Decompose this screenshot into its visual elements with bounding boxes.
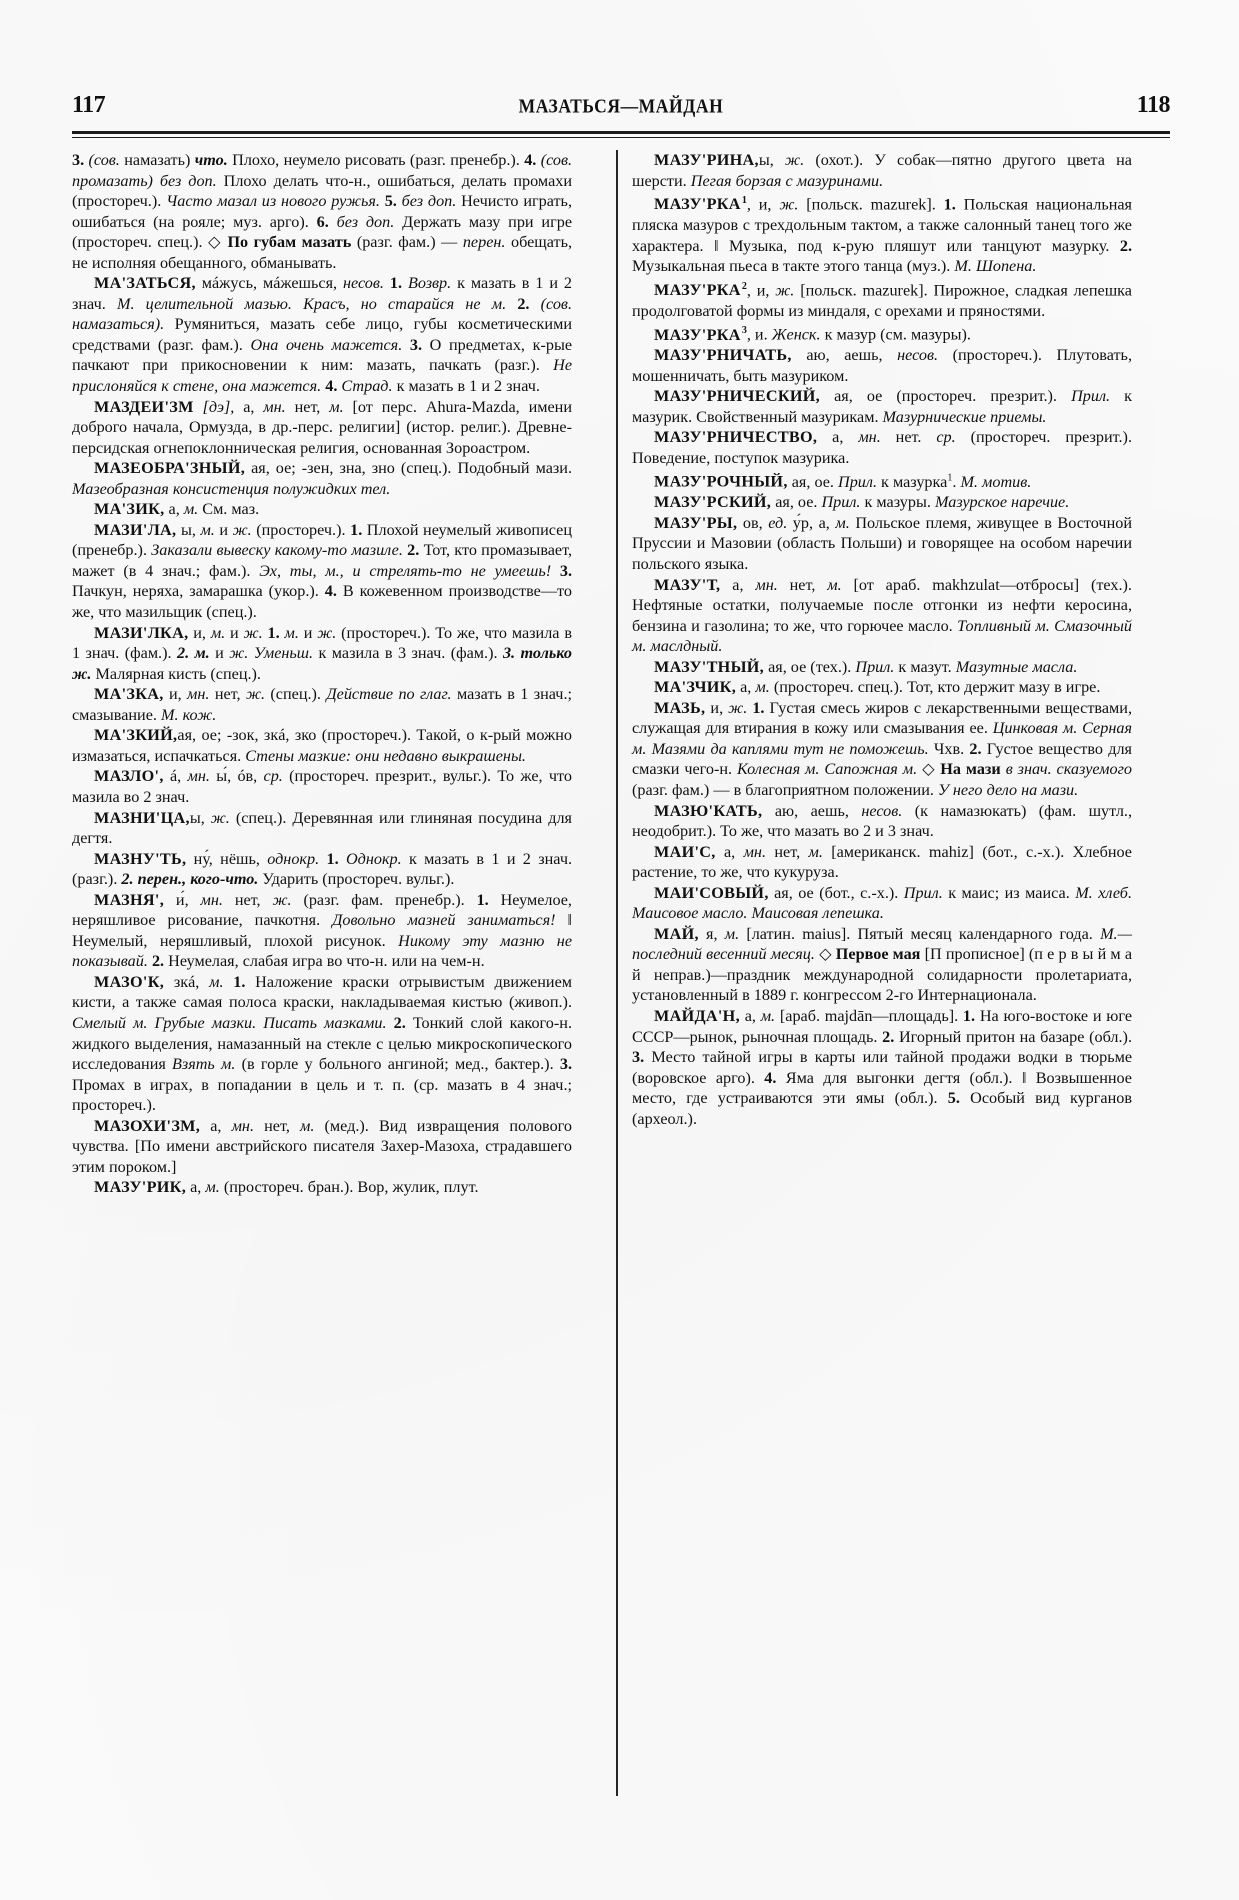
dictionary-entry [72, 849, 572, 890]
entry-headword: МАИ'С, [654, 842, 716, 861]
entry-headword: МАЗУ'РИК, [94, 1178, 187, 1197]
entry-headword: МАЗИ'ЛКА, [94, 623, 189, 642]
dictionary-entry [632, 386, 1132, 427]
entry-body: а, мн. нет. ср. (простореч. презрит.). Поведение, поступок мазурика. [632, 428, 1132, 467]
dictionary-entry [72, 1116, 572, 1178]
dictionary-entry [72, 972, 572, 1116]
dictionary-entry [632, 657, 1132, 678]
entry-headword: МАЗОХИ'ЗМ, [94, 1116, 201, 1135]
dictionary-entry [72, 684, 572, 725]
folio-left: 117 [72, 92, 106, 118]
entry-headword: МА'ЗИК, [94, 500, 165, 519]
entry-body: [дэ], а, мн. нет, м. [от перс. Ahura-Mazda, имени доброго начала, Ормузда, в др.-перс. религии] (истор. религ.). Древне-персидская огнепоклонническая религия, основанная Зороастром. [72, 397, 572, 457]
entry-body: , и, ж. [польск. mazurek]. Пирожное, сладкая лепешка продолговатой формы из миндаля, с орехами и пряностями. [632, 281, 1132, 320]
dictionary-entry [72, 766, 572, 807]
folio-right: 118 [1136, 92, 1170, 118]
entry-body: 3. (сов. намазать) что. Плохо, неумело рисовать (разг. пренебр.). 4. (сов. промазать) без доп. Плохо делать что-н., ошибаться, делать промахи (простореч.). Часто мазал из нового ружья. 5. без доп. Нечисто играть, ошибаться (на рояле; муз. арго). 6. без доп. Держать мазу при игре (простореч. спец.). ◇ По губам мазать (разг. фам.) — перен. обещать, не исполняя обещанного, обманывать. [72, 151, 573, 272]
entry-headword: МАЗУ'РСКИЙ, [654, 493, 772, 512]
entry-body: ая, ое (простореч. презрит.). Прил. к мазурик. Свойственный мазурикам. Мазурнические приемы. [632, 387, 1133, 426]
entry-body: á, мн. ы́, óв, ср. (простореч. презрит., вульг.). То же, что мазила во 2 знач. [72, 767, 572, 806]
entry-headword: МАЗЛО', [94, 767, 164, 786]
entry-body: ов, ед. у́р, а, м. Польское племя, живущее в Восточной Пруссии и Мазовии (область Польши) и говорящее на особом наречии польского языка. [632, 513, 1132, 573]
dictionary-entry [72, 499, 572, 520]
header-rule-thin [72, 137, 1170, 138]
entry-body: ы, ж. (охот.). У собак—пятно другого цвета на шерсти. Пегая борзая с мазуринами. [632, 151, 1132, 190]
entry-body: ая, ое; -зок, зкá, зко (простореч.). Такой, о к-рый можно измазаться, испачкаться. Стены мазкие: они недавно выкрашены. [72, 726, 572, 765]
entry-headword: МАИ'СОВЫЙ, [654, 883, 769, 902]
entry-body: я, м. [латин. maius]. Пятый месяц календарного года. М.—последний весенний месяц. ◇ Первое мая [П прописное] (п е р в ы й м а й неправ.)—праздник международной солидарности пролетариата, установленный в 1889 г. конгрессом 2-го Интернационала. [632, 924, 1133, 1005]
entry-headword: МАЗУ'РНИЧАТЬ, [654, 346, 792, 365]
entry-headword: МА'ЗКА, [94, 685, 164, 704]
headword-homograph-number: 1 [741, 195, 747, 207]
header-rule-thick [72, 131, 1170, 134]
dictionary-entry [632, 492, 1132, 513]
column-right [632, 150, 1132, 1129]
entry-headword: МАЗУ'ТНЫЙ, [654, 657, 765, 676]
entry-headword: МАЗЬ, [654, 698, 706, 717]
entry-body: и, ж. 1. Густая смесь жиров с лекарственными веществами, служащая для втирания в кожу или смазывания ее. Цинковая м. Серная м. Мазями да каплями тут не поможешь. Чхв. 2. Густое вещество для смазки чего-н. Колесная м. Сапожная м. ◇ На мази в знач. сказуемого (разг. фам.) — в благоприятном положении. У него дело на мази. [632, 698, 1133, 799]
entry-body: и, м. и ж. 1. м. и ж. (простореч.). То же, что мазила в 1 знач. (фам.). 2. м. и ж. Уменьш. к мазила в 3 знач. (фам.). 3. только ж. Малярная кисть (спец.). [72, 623, 572, 683]
dictionary-entry [72, 623, 572, 685]
entry-body: ы, ж. (спец.). Деревянная или глиняная посудина для дегтя. [72, 808, 572, 848]
entry-body: а, м. (простореч. бран.). Вор, жулик, плут. [186, 1178, 479, 1197]
entry-body: ая, ое (тех.). Прил. к мазут. Мазутные масла. [764, 657, 1078, 676]
dictionary-entry [72, 808, 572, 849]
entry-body: и́, мн. нет, ж. (разг. фам. пренебр.). 1. Неумелое, неряшливое рисование, пачкотня. Довольно мазней заниматься! ‖ Неумелый, неряшливый, плохой рисунок. Никому эту мазню не показывай. 2. Неумелая, слабая игра во что-н. или на чем-н. [72, 890, 573, 971]
entry-body: а, мн. нет, м. [американск. mahiz] (бот., с.-х.). Хлебное растение, то же, что кукуруза. [632, 842, 1132, 882]
entry-headword: МА'ЗКИЙ, [94, 726, 178, 745]
entry-headword: МАЗУ'РИНА, [654, 151, 759, 169]
entry-body: ая, ое. Прил. к мазурка$^1$. М. мотив. [787, 472, 1032, 491]
dictionary-entry [72, 458, 572, 499]
entry-body: , и. Женск. к мазур (см. мазуры). [746, 325, 971, 344]
entry-headword: МАЗНУ'ТЬ, [94, 849, 187, 868]
entry-headword: МАЗУ'РЫ, [654, 513, 738, 532]
dictionary-entry [632, 883, 1132, 924]
dictionary-entry [72, 1177, 572, 1198]
entry-body: а, мн. нет, м. (мед.). Вид извращения полового чувства. [По имени австрийского писателя Захер-Мазоха, страдавшего этим пороком.] [72, 1116, 572, 1176]
entry-body: аю, аешь, несов. (к намазюкать) (фам. шутл., неодобрит.). То же, что мазать во 2 и 3 знач. [632, 801, 1132, 841]
dictionary-entry [632, 150, 1132, 191]
dictionary-entry [72, 890, 572, 972]
entry-body: аю, аешь, несов. (простореч.). Плутовать, мошенничать, быть мазуриком. [632, 346, 1132, 385]
dictionary-entry [72, 273, 572, 396]
dictionary-entry [632, 698, 1132, 801]
headword-homograph-number: 3 [741, 325, 747, 337]
entry-body: ая, ое; -зен, зна, зно (спец.). Подобный мази. Мазеобразная консистенция полужидких тел. [72, 459, 572, 498]
entry-body: ы, м. и ж. (простореч.). 1. Плохой неумелый живописец (пренебр.). Заказали вывеску какому-то мазиле. 2. Тот, кто промазывает, мажет (в 4 знач.; фам.). Эх, ты, м., и стрелять-то не умеешь! 3. Пачкун, неряха, замарашка (укор.). 4. В кожевенном производстве—то же, что мазильщик (спец.). [72, 520, 573, 622]
dictionary-entry [632, 1006, 1132, 1129]
dictionary-entry [632, 468, 1132, 492]
running-head [72, 92, 1170, 132]
dictionary-entry-continuation [72, 150, 572, 273]
entry-body: а, мн. нет, м. [от араб. makhzulat—отбросы] (тех.). Нефтяные остатки, получаемые после отгонки из нефти керосина, бензина и газолина; то же, что горючее масло. Топливный м. Смазочный м. маслдный. [632, 575, 1132, 656]
column-left [72, 150, 572, 1198]
dictionary-entry [72, 397, 572, 459]
entry-headword: МАЗУ'РКА$^1$ [654, 195, 747, 214]
entry-headword: МАЗНЯ', [94, 890, 165, 909]
entry-headword: МАЗУ'РОЧНЫЙ, [654, 472, 788, 491]
dictionary-entry [632, 924, 1132, 1006]
entry-body: мáжусь, мáжешься, несов. 1. Возвр. к мазать в 1 и 2 знач. М. целительной мазью. Красъ, но старайся не м. 2. (сов. намазаться). Румяниться, мазать себе лицо, губы косметическими средствами (разг. фам.). Она очень мажется. 3. О предметах, к-рые пачкают при прикосновении к ним: мазать, пачкать (разг.). Не прислоняйся к стене, она мажется. 4. Страд. к мазать в 1 и 2 знач. [72, 274, 573, 396]
dictionary-entry [632, 677, 1132, 698]
dictionary-entry [632, 575, 1132, 657]
dictionary-entry [632, 191, 1132, 277]
entry-headword: МАЗЕОБРА'ЗНЫЙ, [94, 459, 246, 478]
entry-headword: МАЗО'К, [94, 972, 165, 991]
dictionary-entry [632, 801, 1132, 842]
entry-headword: МАЗУ'РКА$^3$ [654, 325, 747, 344]
entry-headword: МАЙ, [654, 924, 699, 943]
dictionary-entry [632, 513, 1132, 575]
text-body [72, 150, 1170, 1830]
dictionary-entry [632, 842, 1132, 883]
entry-headword: МАЙДА'Н, [654, 1006, 740, 1025]
dictionary-entry [72, 520, 572, 623]
dictionary-entry [632, 321, 1132, 345]
entry-headword: МАЗНИ'ЦА, [94, 808, 190, 827]
dictionary-entry [632, 277, 1132, 321]
entry-body: а, м. См. маз. [164, 500, 260, 519]
entry-headword: МАЗУ'РНИЧЕСТВО, [654, 428, 818, 447]
entry-headword: МА'ЗЧИК, [654, 678, 737, 697]
entry-body: а, м. (простореч. спец.). Тот, кто держит мазу в игре. [736, 678, 1101, 697]
entry-headword: МА'ЗАТЬСЯ, [94, 274, 196, 293]
entry-body: ну́, нёшь, однокр. 1. Однокр. к мазать в 1 и 2 знач. (разг.). 2. перен., кого-что. Ударить (простореч. вульг.). [72, 849, 573, 889]
running-head-title: МАЗАТЬСЯ—МАЙДАН [518, 94, 724, 118]
entry-body: , и, ж. [польск. mazurek]. 1. Польская национальная пляска мазуров с трехдольным тактом, а также салонный танец того же характера. ‖ Музыка, под к-рую пляшут или танцуют мазурку. 2. Музыкальная пьеса в такте этого танца (муз.). М. Шопена. [632, 195, 1132, 276]
entry-headword: МАЗУ'РНИЧЕСКИЙ, [654, 387, 820, 406]
entry-headword: МАЗУ'РКА$^2$ [654, 280, 747, 300]
entry-body: зкá, м. 1. Наложение краски отрывистым движением кисти, а также самая полоса краски, накладываемая кистью (живоп.). Смелый м. Грубые мазки. Писать мазками. 2. Тонкий слой какого-н. жидкого выделения, намазанный на стекле с целью микроскопического исследования Взять м. (в горле у больного ангиной; мед., бактер.). 3. Промах в играх, в попадании в цель и т. п. (ср. мазать в 4 знач.; простореч.). [72, 972, 572, 1115]
entry-headword: МАЗЮ'КАТЬ, [654, 801, 763, 820]
dictionary-entry [72, 725, 572, 766]
dictionary-entry [632, 345, 1132, 386]
entry-body: а, м. [араб. majdān—площадь]. 1. На юго-востоке и юге СССР—рынок, рыночная площадь. 2. Игорный притон на базаре (обл.). 3. Место тайной игры в карты или тайной продажи водки в тюрьме (воровское арго). 4. Яма для выгонки дегтя (обл.). ‖ Возвышенное место, где устраиваются эти ямы (обл.). 5. Особый вид курганов (археол.). [632, 1006, 1133, 1128]
entry-headword: МАЗИ'ЛА, [94, 520, 177, 539]
entry-body: ая, ое (бот., с.-х.). Прил. к маис; из маиса. М. хлеб. Маисовое масло. Маисовая лепешка. [632, 883, 1132, 923]
dictionary-entry [632, 427, 1132, 468]
entry-headword: МАЗДЕИ'ЗМ [94, 397, 194, 416]
headword-homograph-number: 2 [741, 280, 747, 292]
entry-body: и, мн. нет, ж. (спец.). Действие по глаг. мазать в 1 знач.; смазывание. М. кож. [72, 685, 572, 724]
entry-headword: МАЗУ'Т, [654, 575, 721, 594]
entry-body: ая, ое. Прил. к мазуры. Мазурское наречие. [771, 493, 1070, 512]
